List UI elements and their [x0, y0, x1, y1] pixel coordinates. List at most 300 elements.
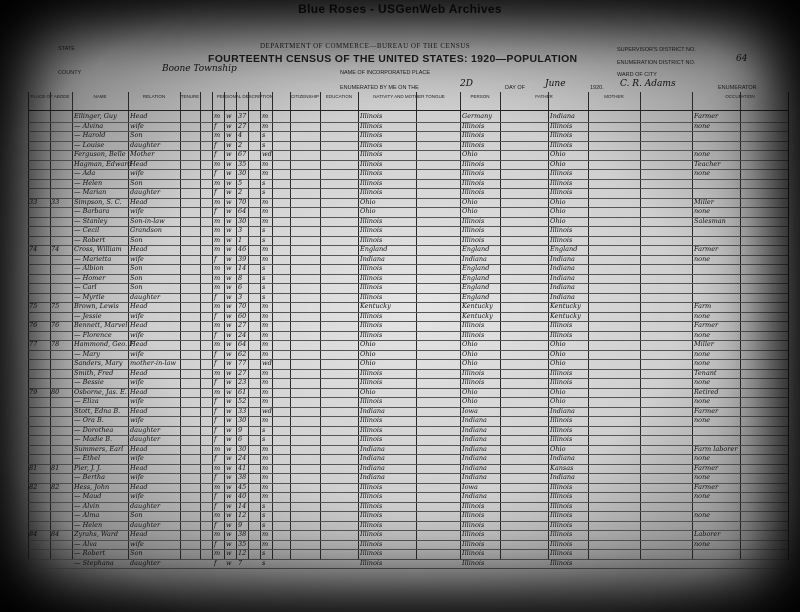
- cell-mar: s: [262, 226, 266, 234]
- cell-age: 30: [238, 416, 247, 424]
- cell-fbirth: Ohio: [462, 397, 478, 405]
- cell-name: — Ethel: [74, 454, 101, 462]
- cell-rel: wife: [130, 121, 144, 130]
- cell-birth: Illinois: [360, 235, 383, 244]
- cell-rel: Head: [130, 159, 148, 168]
- cell-birth: Illinois: [360, 539, 383, 548]
- cell-name: Hess, John: [74, 482, 110, 491]
- place-label: NAME OF INCORPORATED PLACE: [340, 70, 431, 76]
- cell-mar: m: [262, 454, 269, 462]
- cell-mar: s: [262, 501, 266, 510]
- cell-rel: wife: [130, 454, 144, 462]
- cell-mar: s: [262, 283, 266, 291]
- cell-birth: England: [360, 245, 388, 253]
- cell-mar: m: [262, 330, 269, 339]
- cell-mar: wd: [262, 359, 272, 367]
- cell-rel: Son: [130, 264, 143, 272]
- state-label: STATE: [58, 46, 75, 52]
- cell-rel: Son: [130, 235, 143, 244]
- cell-birth: Illinois: [360, 530, 383, 538]
- cell-name: — Dorothea: [74, 425, 114, 434]
- cell-fbirth: Indiana: [462, 463, 487, 472]
- cell-birth: Illinois: [360, 416, 383, 424]
- cell-race: w: [226, 435, 232, 443]
- department-header: DEPARTMENT OF COMMERCE—BUREAU OF THE CENSUS: [260, 42, 471, 50]
- column-header: FATHER: [535, 94, 553, 99]
- cell-name: — Jessie: [74, 311, 102, 320]
- cell-age: 27: [238, 121, 247, 130]
- cell-birth: Illinois: [360, 264, 383, 272]
- cell-mar: s: [262, 264, 266, 272]
- cell-rel: daughter: [130, 188, 161, 196]
- cell-occ: none: [694, 473, 711, 481]
- cell-name: Sanders, Mary: [74, 359, 123, 367]
- cell-mbirth: Illinois: [550, 549, 573, 557]
- cell-occ: none: [694, 492, 711, 500]
- cell-race: w: [226, 197, 232, 206]
- table-row: [28, 122, 788, 132]
- cell-house: 84: [29, 530, 38, 538]
- cell-age: 35: [238, 159, 247, 168]
- cell-fbirth: England: [462, 283, 490, 291]
- cell-sex: m: [214, 273, 221, 282]
- cell-name: — Alvina: [74, 121, 104, 130]
- cell-age: 7: [238, 558, 243, 567]
- cell-mbirth: Illinois: [550, 425, 573, 434]
- cell-fam: 76: [51, 321, 60, 329]
- cell-occ: Miller: [694, 197, 714, 206]
- cell-age: 39: [238, 254, 247, 263]
- cell-mar: m: [262, 416, 269, 424]
- cell-age: 38: [238, 473, 247, 481]
- cell-age: 24: [238, 454, 247, 462]
- cell-sex: f: [214, 359, 217, 367]
- enumeration-label: ENUMERATION DISTRICT NO.: [617, 60, 696, 66]
- cell-birth: Indiana: [360, 444, 385, 453]
- county-label: COUNTY: [58, 70, 82, 76]
- cell-race: w: [226, 368, 232, 377]
- cell-fbirth: Illinois: [462, 169, 485, 177]
- cell-sex: m: [214, 197, 221, 206]
- enumerator-label: ENUMERATOR: [718, 85, 757, 91]
- cell-house: 76: [29, 321, 38, 329]
- cell-sex: f: [214, 330, 217, 339]
- cell-mbirth: Kansas: [550, 463, 574, 472]
- cell-birth: Illinois: [360, 492, 383, 500]
- cell-occ: Teacher: [694, 159, 721, 168]
- cell-occ: Farmer: [694, 406, 719, 415]
- cell-age: 30: [238, 169, 247, 177]
- cell-sex: f: [214, 501, 217, 510]
- column-header: EDUCATION: [325, 94, 353, 99]
- cell-name: — Bessie: [74, 378, 104, 386]
- cell-race: w: [226, 169, 232, 177]
- table-row: [28, 559, 788, 569]
- table-row: [28, 160, 788, 170]
- cell-sex: m: [214, 131, 221, 139]
- cell-occ: none: [694, 416, 711, 424]
- cell-birth: Ohio: [360, 197, 376, 206]
- cell-fbirth: Kentucky: [462, 302, 493, 310]
- cell-sex: m: [214, 226, 221, 234]
- cell-fbirth: Illinois: [462, 549, 485, 557]
- cell-rel: Son: [130, 273, 143, 282]
- cell-occ: Farmer: [694, 112, 719, 120]
- cell-sex: f: [214, 539, 217, 548]
- cell-occ: Laborer: [694, 530, 721, 538]
- cell-fam: 84: [51, 530, 60, 538]
- cell-name: Cross, William: [74, 245, 122, 253]
- cell-birth: Illinois: [360, 226, 383, 234]
- cell-fam: 81: [51, 463, 60, 472]
- cell-mar: s: [262, 140, 266, 149]
- cell-sex: f: [214, 292, 217, 301]
- cell-mbirth: Illinois: [550, 539, 573, 548]
- cell-mar: m: [262, 311, 269, 320]
- cell-mar: m: [262, 340, 269, 348]
- cell-mar: m: [262, 482, 269, 491]
- cell-fbirth: Illinois: [462, 520, 485, 529]
- cell-race: w: [226, 264, 232, 272]
- cell-birth: Ohio: [360, 359, 376, 367]
- cell-occ: Farmer: [694, 463, 719, 472]
- cell-mar: m: [262, 207, 269, 215]
- cell-mbirth: Ohio: [550, 444, 566, 453]
- cell-rel: Head: [130, 302, 148, 310]
- cell-birth: Illinois: [360, 321, 383, 329]
- cell-rel: daughter: [130, 520, 161, 529]
- cell-fbirth: Indiana: [462, 492, 487, 500]
- column-header: RELATION: [142, 94, 166, 99]
- cell-age: 38: [238, 530, 247, 538]
- cell-name: — Myrtle: [74, 292, 105, 301]
- cell-occ: none: [694, 207, 711, 215]
- cell-name: — Robert: [74, 549, 106, 557]
- table-row: [28, 255, 788, 265]
- cell-rel: Head: [130, 340, 148, 348]
- cell-mbirth: Illinois: [550, 435, 573, 443]
- cell-mbirth: Illinois: [550, 330, 573, 339]
- cell-age: 6: [238, 283, 243, 291]
- table-row: [28, 521, 788, 531]
- cell-occ: Farmer: [694, 245, 719, 253]
- cell-rel: wife: [130, 207, 144, 215]
- cell-age: 45: [238, 482, 247, 491]
- cell-mar: s: [262, 178, 266, 187]
- cell-fbirth: Ohio: [462, 197, 478, 206]
- cell-mbirth: Ohio: [550, 197, 566, 206]
- cell-birth: Illinois: [360, 131, 383, 139]
- cell-race: w: [226, 112, 232, 120]
- cell-mbirth: Illinois: [550, 321, 573, 329]
- cell-mbirth: Ohio: [550, 397, 566, 405]
- cell-sex: m: [214, 368, 221, 377]
- table-row: [28, 397, 788, 407]
- cell-fbirth: Illinois: [462, 330, 485, 339]
- cell-fbirth: Iowa: [462, 482, 478, 491]
- cell-sex: f: [214, 558, 217, 567]
- cell-rel: Son: [130, 178, 143, 187]
- cell-fbirth: Illinois: [462, 511, 485, 519]
- cell-sex: m: [214, 387, 221, 396]
- cell-sex: f: [214, 397, 217, 405]
- cell-mbirth: Illinois: [550, 226, 573, 234]
- cell-mbirth: Ohio: [550, 349, 566, 358]
- cell-fbirth: Illinois: [462, 530, 485, 538]
- cell-race: w: [226, 245, 232, 253]
- cell-occ: none: [694, 397, 711, 405]
- cell-fbirth: Kentucky: [462, 311, 493, 320]
- cell-mar: m: [262, 473, 269, 481]
- cell-birth: Illinois: [360, 330, 383, 339]
- cell-rel: Son: [130, 549, 143, 557]
- column-header: TENURE: [180, 94, 200, 99]
- ward-label: WARD OF CITY: [617, 72, 657, 78]
- day-of-label: DAY OF: [505, 85, 525, 91]
- cell-age: 12: [238, 511, 247, 519]
- cell-race: w: [226, 121, 232, 130]
- cell-birth: Illinois: [360, 425, 383, 434]
- cell-age: 27: [238, 368, 247, 377]
- cell-name: — Albion: [74, 264, 104, 272]
- cell-birth: Illinois: [360, 378, 383, 386]
- cell-mar: s: [262, 511, 266, 519]
- cell-sex: m: [214, 463, 221, 472]
- cell-occ: none: [694, 359, 711, 367]
- cell-age: 46: [238, 245, 247, 253]
- watermark-title: Blue Roses - USGenWeb Archives: [298, 2, 502, 16]
- table-row: [28, 112, 788, 122]
- cell-mbirth: Ohio: [550, 359, 566, 367]
- cell-mar: m: [262, 492, 269, 500]
- cell-race: w: [226, 311, 232, 320]
- cell-fbirth: Ohio: [462, 150, 478, 158]
- cell-occ: none: [694, 150, 711, 158]
- cell-age: 62: [238, 349, 247, 358]
- cell-name: — Alvin: [74, 501, 100, 510]
- cell-birth: Illinois: [360, 273, 383, 282]
- cell-age: 30: [238, 444, 247, 453]
- cell-name: Smith, Fred: [74, 368, 114, 377]
- cell-age: 64: [238, 340, 247, 348]
- cell-sex: m: [214, 444, 221, 453]
- census-grid: [28, 92, 788, 567]
- cell-race: w: [226, 292, 232, 301]
- column-header: NAME: [93, 94, 107, 99]
- table-row: [28, 445, 788, 455]
- cell-rel: wife: [130, 311, 144, 320]
- cell-race: w: [226, 530, 232, 538]
- cell-occ: Farmer: [694, 321, 719, 329]
- table-row: [28, 530, 788, 540]
- cell-rel: wife: [130, 539, 144, 548]
- cell-sex: f: [214, 454, 217, 462]
- cell-age: 5: [238, 178, 243, 187]
- cell-sex: m: [214, 340, 221, 348]
- cell-birth: Illinois: [360, 292, 383, 301]
- cell-age: 70: [238, 302, 247, 310]
- cell-fbirth: Ohio: [462, 340, 478, 348]
- table-row: [28, 350, 788, 360]
- cell-mbirth: Illinois: [550, 368, 573, 377]
- cell-name: Hagman, Edward: [74, 159, 132, 168]
- cell-mbirth: Illinois: [550, 501, 573, 510]
- cell-mar: s: [262, 520, 266, 529]
- cell-mbirth: Ohio: [550, 387, 566, 396]
- cell-fbirth: Indiana: [462, 416, 487, 424]
- table-row: [28, 264, 788, 274]
- cell-fbirth: Illinois: [462, 216, 485, 225]
- cell-birth: Illinois: [360, 311, 383, 320]
- cell-name: — Cecil: [74, 226, 100, 234]
- table-row: [28, 416, 788, 426]
- cell-sex: m: [214, 549, 221, 557]
- cell-fbirth: Illinois: [462, 321, 485, 329]
- cell-fbirth: Illinois: [462, 121, 485, 130]
- cell-sex: f: [214, 311, 217, 320]
- cell-rel: Head: [130, 444, 148, 453]
- table-row: [28, 549, 788, 559]
- cell-rel: Head: [130, 530, 148, 538]
- cell-race: w: [226, 254, 232, 263]
- cell-rel: Head: [130, 368, 148, 377]
- cell-house: 75: [29, 302, 38, 310]
- cell-mar: m: [262, 387, 269, 396]
- cell-rel: Head: [130, 463, 148, 472]
- cell-mbirth: Indiana: [550, 292, 575, 301]
- cell-name: Simpson, S. C.: [74, 197, 122, 206]
- cell-race: w: [226, 283, 232, 291]
- cell-occ: none: [694, 539, 711, 548]
- cell-fbirth: England: [462, 264, 490, 272]
- cell-mbirth: Illinois: [550, 140, 573, 149]
- cell-occ: none: [694, 330, 711, 339]
- cell-rel: Son: [130, 511, 143, 519]
- cell-name: Hammond, Geo. F.: [74, 340, 135, 348]
- cell-name: — Robert: [74, 235, 106, 244]
- county-value: Boone Township: [162, 64, 237, 74]
- cell-mar: m: [262, 539, 269, 548]
- cell-rel: Head: [130, 482, 148, 491]
- cell-mar: s: [262, 292, 266, 301]
- cell-sex: m: [214, 302, 221, 310]
- cell-name: — Maud: [74, 492, 102, 500]
- cell-race: w: [226, 492, 232, 500]
- cell-occ: none: [694, 349, 711, 358]
- cell-sex: m: [214, 159, 221, 168]
- table-row: [28, 540, 788, 550]
- cell-fbirth: Illinois: [462, 226, 485, 234]
- table-row: [28, 131, 788, 141]
- cell-age: 12: [238, 549, 247, 557]
- cell-mar: s: [262, 435, 266, 443]
- table-row: [28, 464, 788, 474]
- cell-mar: m: [262, 197, 269, 206]
- cell-mar: m: [262, 254, 269, 263]
- cell-name: — Marietta: [74, 254, 112, 263]
- table-row: [28, 169, 788, 179]
- cell-race: w: [226, 349, 232, 358]
- cell-birth: Indiana: [360, 254, 385, 263]
- cell-fbirth: Ohio: [462, 387, 478, 396]
- cell-sex: f: [214, 416, 217, 424]
- cell-sex: m: [214, 321, 221, 329]
- table-row: [28, 511, 788, 521]
- table-row: [28, 454, 788, 464]
- cell-mbirth: Illinois: [550, 378, 573, 386]
- year-text: 1920.: [590, 85, 604, 91]
- cell-age: 9: [238, 425, 243, 434]
- cell-fam: 80: [51, 387, 60, 396]
- cell-birth: Ohio: [360, 349, 376, 358]
- cell-rel: mother-in-law: [130, 359, 177, 367]
- cell-mar: s: [262, 558, 266, 567]
- cell-name: — Florence: [74, 330, 112, 339]
- table-row: [28, 492, 788, 502]
- cell-occ: Farm: [694, 302, 712, 310]
- supervisor-label: SUPERVISOR'S DISTRICT NO.: [617, 47, 696, 53]
- cell-birth: Indiana: [360, 473, 385, 481]
- column-header: PLACE OF ABODE: [30, 94, 70, 99]
- cell-mar: m: [262, 397, 269, 405]
- cell-race: w: [226, 473, 232, 481]
- cell-mbirth: Illinois: [550, 188, 573, 196]
- cell-race: w: [226, 406, 232, 415]
- cell-age: 64: [238, 207, 247, 215]
- cell-age: 2: [238, 140, 243, 149]
- cell-birth: Illinois: [360, 368, 383, 377]
- cell-fbirth: Illinois: [462, 378, 485, 386]
- cell-age: 40: [238, 492, 247, 500]
- cell-rel: Son-in-law: [130, 216, 165, 225]
- column-header: PERSONAL DESCRIPTION: [216, 94, 274, 99]
- cell-race: w: [226, 520, 232, 529]
- enumeration-value: 64: [736, 54, 748, 64]
- cell-mbirth: Illinois: [550, 520, 573, 529]
- cell-name: — Alma: [74, 511, 100, 519]
- table-row: [28, 388, 788, 398]
- cell-race: w: [226, 273, 232, 282]
- cell-name: — Ora B.: [74, 416, 104, 424]
- cell-birth: Illinois: [360, 501, 383, 510]
- cell-age: 41: [238, 463, 247, 472]
- cell-mbirth: Illinois: [550, 121, 573, 130]
- cell-name: — Homer: [74, 273, 106, 282]
- cell-occ: none: [694, 378, 711, 386]
- cell-age: 24: [238, 330, 247, 339]
- cell-mbirth: Illinois: [550, 530, 573, 538]
- cell-birth: Illinois: [360, 549, 383, 557]
- cell-fam: 75: [51, 302, 60, 310]
- table-row: [28, 283, 788, 293]
- cell-race: w: [226, 188, 232, 196]
- cell-rel: Head: [130, 112, 148, 120]
- cell-rel: wife: [130, 492, 144, 500]
- cell-name: — Mary: [74, 349, 100, 358]
- cell-mbirth: Kentucky: [550, 302, 581, 310]
- cell-birth: Indiana: [360, 463, 385, 472]
- table-row: [28, 217, 788, 227]
- cell-race: w: [226, 235, 232, 244]
- cell-sex: f: [214, 140, 217, 149]
- cell-mbirth: Indiana: [550, 406, 575, 415]
- table-row: [28, 483, 788, 493]
- table-row: [28, 435, 788, 445]
- cell-mbirth: Indiana: [550, 454, 575, 462]
- cell-sex: f: [214, 207, 217, 215]
- cell-mar: s: [262, 235, 266, 244]
- cell-sex: m: [214, 235, 221, 244]
